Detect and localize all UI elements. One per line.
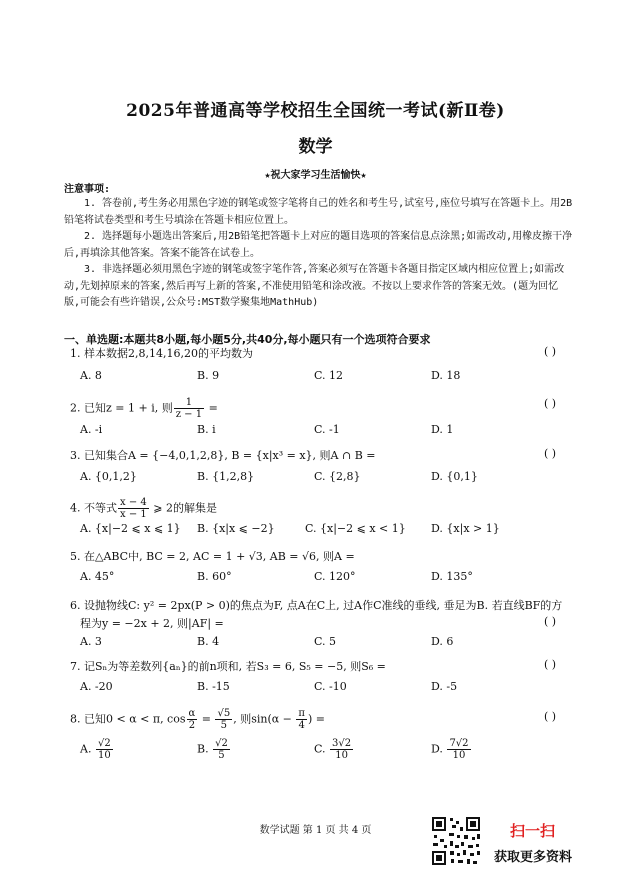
q8-pre: 8. 已知0 < α < π, cos [70, 712, 186, 726]
q2-post: = [205, 401, 218, 415]
q8-frac-1-num: α [188, 708, 196, 719]
q8-option-d-num: 7√2 [449, 738, 469, 749]
q2-option-a: A. -i [80, 423, 103, 436]
q2-option-b: B. i [197, 423, 216, 436]
q5-option-c: C. 120° [314, 570, 356, 583]
q8-option-c [314, 738, 354, 761]
q8-option-a-den: 10 [97, 750, 111, 761]
q7-option-c: C. -10 [314, 680, 347, 693]
notice-heading: 注意事项: [64, 184, 111, 195]
q6-option-c: C. 5 [314, 635, 337, 648]
q8-option-b-num: √2 [215, 738, 228, 749]
q8-option-c-frac [330, 738, 353, 761]
subject-title: 数学 [298, 137, 333, 157]
q8-option-d [431, 738, 472, 761]
q8-option-b-frac [213, 738, 230, 761]
q1-option-c: C. 12 [314, 369, 344, 382]
q3-option-b: B. {1,2,8} [197, 470, 255, 483]
q4-fraction [118, 497, 149, 520]
q8-frac-2 [215, 708, 232, 731]
question-4 [70, 497, 570, 520]
question-2 [70, 397, 570, 420]
q2-frac-num: 1 [174, 397, 204, 409]
notice-item-3: 3. 非选择题必须用黑色字迹的钢笔或签字笔作答,答案必须写在答题卡各题目指定区域内相应位置上;如需改动,先划掉原来的答案,然后再写上新的答案,不准使用铅笔和涂改液。不按以上要求作答的答案无效。(题为回忆版,可能会有些许错误,公众号:MST数学聚集地MathHub) [64, 264, 565, 308]
q8-option-b-den: 5 [218, 750, 225, 761]
q4-post: ⩾ 2的解集是 [149, 501, 217, 515]
q1-option-b: B. 9 [197, 369, 220, 382]
answer-paren-7: ( ) [543, 658, 557, 671]
page-footer: 数学试题 第 1 页 共 4 页 [259, 825, 372, 836]
exam-title: 2025年普通高等学校招生全国统一考试(新Ⅱ卷) [126, 101, 505, 121]
q5-option-d: D. 135° [431, 570, 473, 583]
q8-mid: = [198, 712, 215, 726]
q3-option-d: D. {0,1} [431, 470, 478, 483]
question-6: 6. 设抛物线C: y² = 2px(P > 0)的焦点为F, 点A在C上, 过A作C准线的垂线, 垂足为B. 若直线BF的方 [70, 599, 563, 612]
qr-code[interactable] [430, 815, 482, 867]
promo-scan-label: 扫一扫 [510, 822, 556, 840]
question-6-line-2: 程为y = −2x + 2, 则|AF| = [80, 617, 224, 630]
q8-option-a [80, 738, 114, 761]
q8-frac-3-den: 4 [298, 720, 305, 731]
q6-option-b: B. 4 [197, 635, 220, 648]
q8-option-c-den: 10 [335, 750, 348, 761]
answer-paren-3: ( ) [543, 447, 557, 460]
answer-paren-2: ( ) [543, 397, 557, 410]
q8-mid2: , 则sin(α − [233, 712, 296, 726]
q6-option-d: D. 6 [431, 635, 454, 648]
notice-item-1: 1. 答卷前,考生务必用黑色字迹的钢笔或签字笔将自己的姓名和考生号,试室号,座位号填写在答题卡上。用2B铅笔将试卷类型和考生号填涂在答题卡相应位置上。 [64, 198, 573, 226]
answer-paren-8: ( ) [543, 710, 557, 723]
q8-frac-3 [296, 708, 307, 731]
q1-option-a: A. 8 [80, 369, 102, 382]
q4-option-d: D. {x|x > 1} [431, 522, 500, 535]
q8-option-b [197, 738, 231, 761]
q8-option-d-frac [447, 738, 470, 761]
promo-get-more-label: 获取更多资料 [494, 850, 573, 865]
q6-option-a: A. 3 [80, 635, 102, 648]
q3-option-a: A. {0,1,2} [80, 470, 137, 483]
q8-frac-3-num: π [298, 708, 305, 719]
question-1: 1. 样本数据2,8,14,16,20的平均数为 [70, 347, 253, 360]
q4-pre: 4. 不等式 [70, 501, 117, 515]
q1-option-d: D. 18 [431, 369, 461, 382]
q8-option-a-frac [96, 738, 113, 761]
q2-pre: 2. 已知z = 1 + i, 则 [70, 401, 173, 415]
q7-option-a: A. -20 [80, 680, 113, 693]
q8-option-a-label: A. [80, 742, 92, 756]
q4-option-a: A. {x|−2 ⩽ x ⩽ 1} [80, 522, 181, 535]
answer-paren-1: ( ) [543, 345, 557, 358]
answer-paren-6: ( ) [543, 615, 557, 628]
q8-option-a-num: √2 [97, 738, 111, 749]
question-8 [70, 708, 570, 731]
q8-option-c-num: 3√2 [332, 738, 352, 749]
section-heading: 一、单选题:本题共8小题,每小题5分,共40分,每小题只有一个选项符合要求 [64, 333, 431, 346]
q8-option-d-label: D. [431, 742, 443, 756]
question-3: 3. 已知集合A = {−4,0,1,2,8}, B = {x|x³ = x}, 则A ∩ B = [70, 449, 376, 462]
question-7: 7. 记Sₙ为等差数列{aₙ}的前n项和, 若S₃ = 6, S₅ = −5, 则S₆ = [70, 660, 386, 673]
q8-option-d-den: 10 [452, 750, 466, 761]
q4-frac-den: x − 1 [120, 509, 147, 520]
q8-post: ) = [307, 712, 325, 726]
q5-option-b: B. 60° [197, 570, 232, 583]
q8-frac-2-num: √5 [217, 708, 231, 719]
q3-option-c: C. {2,8} [314, 470, 361, 483]
q2-option-d: D. 1 [431, 423, 454, 436]
q7-option-d: D. -5 [431, 680, 458, 693]
q8-frac-1 [187, 708, 198, 731]
motto: ★祝大家学习生活愉快★ [264, 170, 367, 181]
q8-option-c-label: C. [314, 742, 326, 756]
q8-frac-2-den: 5 [220, 720, 228, 731]
q5-option-a: A. 45° [80, 570, 115, 583]
qr-code-icon [430, 815, 482, 867]
q2-frac-den: z − 1 [175, 409, 203, 420]
q4-option-c: C. {x|−2 ⩽ x < 1} [305, 522, 406, 535]
question-5: 5. 在△ABC中, BC = 2, AC = 1 + √3, AB = √6, 则A = [70, 550, 355, 563]
q2-option-c: C. -1 [314, 423, 340, 436]
q8-frac-1-den: 2 [188, 720, 196, 731]
q2-fraction [174, 397, 204, 420]
q8-option-b-label: B. [197, 742, 209, 756]
q7-option-b: B. -15 [197, 680, 230, 693]
q4-option-b: B. {x|x ⩽ −2} [197, 522, 275, 535]
notice-item-2: 2. 选择题每小题选出答案后,用2B铅笔把答题卡上对应的题目选项的答案信息点涂黑;如需改动,用橡皮擦干净后,再填涂其他答案。答案不能答在试卷上。 [64, 231, 573, 259]
q4-frac-num: x − 4 [120, 497, 147, 508]
